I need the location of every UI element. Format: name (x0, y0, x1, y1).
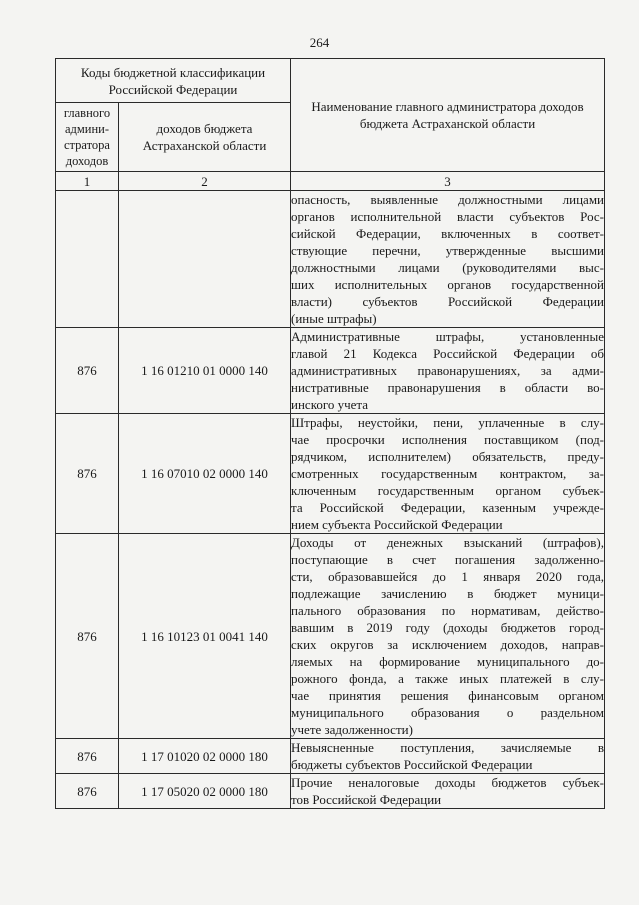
name-text-line: должностными лицами (руководителями выс- (291, 260, 605, 275)
income-code-cell: 1 17 01020 02 0000 180 (119, 739, 291, 774)
income-name-cell (291, 328, 605, 414)
income-name-cell (291, 534, 605, 739)
name-text-line: нистративные правонарушения в области во- (291, 380, 605, 395)
header-admin-name: Наименование главного администратора доходов бюджета Астраханской области (291, 59, 605, 172)
name-text-line: Доходы от денежных взысканий (штрафов), (291, 535, 605, 550)
table-row (56, 328, 605, 414)
name-text-line: нием субъекта Российской Федерации (291, 517, 503, 532)
name-text-line: Невыясненные поступления, зачисляемые в (291, 740, 605, 755)
income-name-cell (291, 414, 605, 534)
table-row (56, 534, 605, 739)
name-text-line: ских округов за исключением доходов, направ- (291, 637, 605, 652)
name-text-line: подлежащие зачислению в бюджет муници- (291, 586, 605, 601)
admin-code-cell: 876 (56, 534, 119, 739)
name-text-line: чае просрочки исполнения поставщиком (под- (291, 432, 605, 447)
name-text-line: смотренных государственным контрактом, за- (291, 466, 605, 481)
income-name-cell (291, 739, 605, 774)
name-text-line: та Российской Федерации, казенным учрежде- (291, 500, 605, 515)
admin-code-cell: 876 (56, 739, 119, 774)
admin-code-cell: 876 (56, 414, 119, 534)
name-text-line: рожного фонда, а также иных платежей в слу- (291, 671, 605, 686)
income-code-cell: 1 16 01210 01 0000 140 (119, 328, 291, 414)
name-text-line: административных правонарушениях, за адми- (291, 363, 605, 378)
table-row (56, 191, 605, 328)
name-text-line: органов исполнительной власти субъектов Рос- (291, 209, 605, 224)
table-row (56, 414, 605, 534)
name-text-line: ствующие перечни, утвержденные высшими (291, 243, 605, 258)
income-name-cell (291, 774, 605, 809)
name-text-line: сийской Федерации, включенных в соответ- (291, 226, 605, 241)
name-text-line: учете задолженности) (291, 722, 413, 737)
table-body (56, 191, 605, 809)
admin-code-cell (56, 191, 119, 328)
name-text-line: вавшим в 2019 году (доходы бюджетов город- (291, 620, 605, 635)
name-text-line: (иные штрафы) (291, 311, 377, 326)
budget-income-table (55, 58, 605, 809)
name-text-line: Штрафы, неустойки, пени, уплаченные в слу- (291, 415, 605, 430)
name-text-line: инского учета (291, 397, 369, 412)
name-text-line: ляемых на формирование муниципального до- (291, 654, 605, 669)
name-text-line: чае принятия решения финансовым органом (291, 688, 605, 703)
name-text-line: главой 21 Кодекса Российской Федерации об (291, 346, 605, 361)
name-text-line: муниципального образования о раздельном (291, 705, 605, 720)
income-code-cell (119, 191, 291, 328)
column-number-1: 1 (56, 172, 119, 191)
name-text-line: тов Российской Федерации (291, 792, 442, 807)
header-budget-income: доходов бюджета Астраханской области (119, 103, 291, 172)
name-text-line: рядчиком, исполнителем) обязательств, преду- (291, 449, 605, 464)
name-text-line: бюджеты субъектов Российской Федерации (291, 757, 533, 772)
income-name-cell (291, 191, 605, 328)
income-code-cell: 1 17 05020 02 0000 180 (119, 774, 291, 809)
income-code-cell: 1 16 10123 01 0041 140 (119, 534, 291, 739)
name-text-line: ключенным государственным органом субъек- (291, 483, 605, 498)
name-text-line: Административные штрафы, установленные (291, 329, 605, 344)
name-text-line: поступающие в счет погашения задолженно- (291, 552, 605, 567)
name-text-line: ших исполнительных органов государственной (291, 277, 605, 292)
header-main-admin: главного админи-стратора доходов (56, 103, 119, 172)
name-text-line: Прочие неналоговые доходы бюджетов субъек- (291, 775, 605, 790)
table-row (56, 739, 605, 774)
header-bk-codes: Коды бюджетной классификации Российской Федерации (56, 59, 291, 103)
name-text-line: опасность, выявленные должностными лицами (291, 192, 605, 207)
income-code-cell: 1 16 07010 02 0000 140 (119, 414, 291, 534)
table-row (56, 774, 605, 809)
column-number-2: 2 (119, 172, 291, 191)
admin-code-cell: 876 (56, 774, 119, 809)
name-text-line: сти, образовавшейся до 1 января 2020 года, (291, 569, 605, 584)
page-number: 264 (309, 35, 330, 50)
name-text-line: власти) субъектов Российской Федерации (291, 294, 605, 309)
name-text-line: пального образования по нормативам, действо- (291, 603, 605, 618)
column-number-3: 3 (291, 172, 605, 191)
admin-code-cell: 876 (56, 328, 119, 414)
